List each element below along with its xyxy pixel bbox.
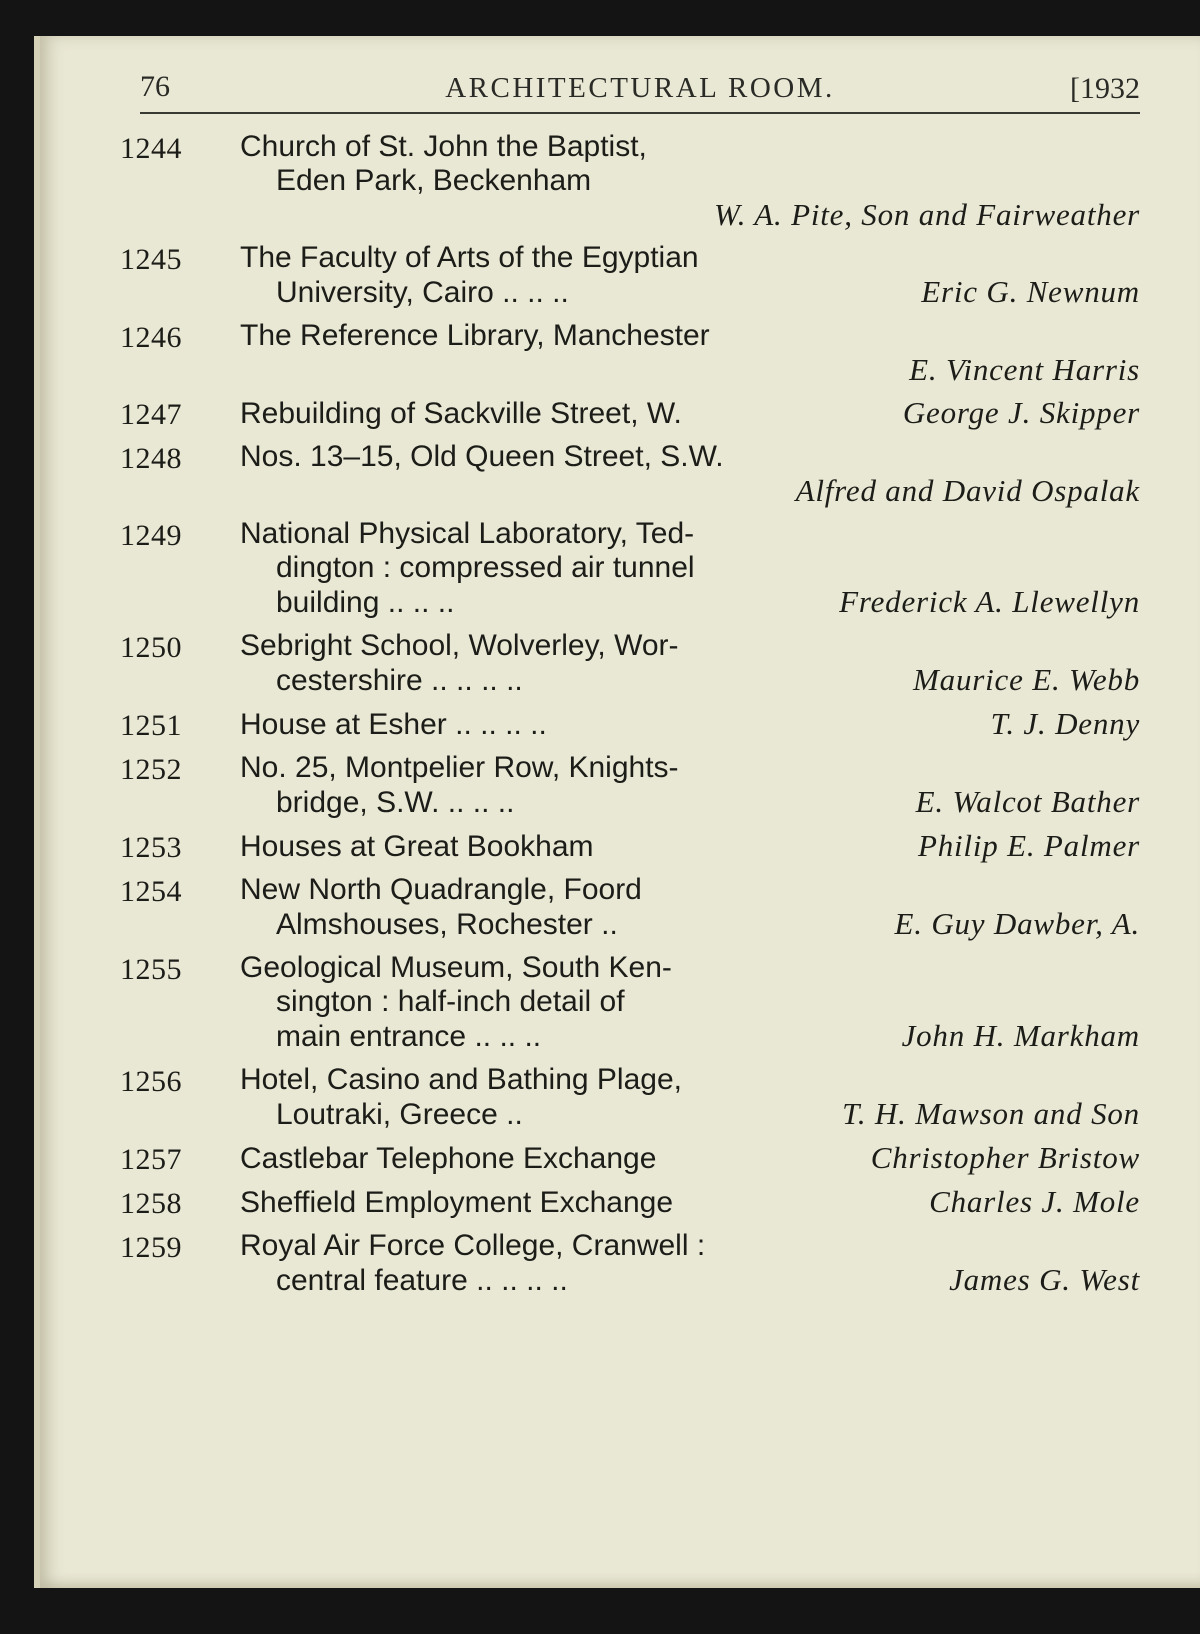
catalogue-entry: [120, 440, 1140, 508]
entry-title-line: House at Esher .. .. .. ..: [240, 708, 547, 741]
entry-number: 1256: [120, 1065, 182, 1098]
page-title: ARCHITECTURAL ROOM.: [445, 72, 835, 104]
catalogue-entry: [120, 130, 1140, 232]
catalogue-entry: [120, 1141, 1140, 1176]
entry-architect: E. Walcot Bather: [915, 784, 1140, 819]
entry-title-line: Sebright School, Wolverley, Wor-: [240, 629, 679, 662]
entry-architect: Maurice E. Webb: [913, 662, 1140, 697]
catalogue-entry: [120, 319, 1140, 387]
page-header: [140, 62, 1140, 112]
entry-architect: T. H. Mawson and Son: [842, 1096, 1140, 1131]
catalogue-entry: [120, 396, 1140, 431]
entry-number: 1247: [120, 398, 182, 431]
entry-architect: Eric G. Newnum: [921, 274, 1140, 309]
entry-title-line: Church of St. John the Baptist,: [240, 130, 647, 163]
entry-number: 1245: [120, 243, 182, 276]
entry-title-line: National Physical Laboratory, Ted-: [240, 517, 695, 550]
catalogue-entry: [120, 873, 1140, 942]
entry-number: 1244: [120, 132, 182, 165]
entry-title-line: Nos. 13–15, Old Queen Street, S.W.: [240, 440, 724, 473]
catalogue-entry: [120, 1229, 1140, 1298]
entry-number: 1250: [120, 631, 182, 664]
catalogue-entry: [120, 829, 1140, 864]
entry-architect: Charles J. Mole: [929, 1184, 1140, 1219]
entry-title-line: bridge, S.W. .. .. ..: [276, 786, 515, 819]
entry-architect: James G. West: [949, 1262, 1140, 1297]
entry-number: 1251: [120, 709, 182, 742]
entry-architect: E. Vincent Harris: [909, 352, 1140, 387]
entry-title-line: The Faculty of Arts of the Egyptian: [240, 241, 699, 274]
entry-architect: Philip E. Palmer: [917, 828, 1140, 863]
entry-title-line: Geological Museum, South Ken-: [240, 951, 672, 984]
catalogue-entry: [120, 629, 1140, 698]
entry-title-line: dington : compressed air tunnel: [276, 551, 695, 584]
entry-architect: T. J. Denny: [990, 706, 1140, 741]
catalogue-entry: [120, 1063, 1140, 1132]
entry-architect: Alfred and David Ospalak: [795, 473, 1140, 508]
catalogue-entry: [120, 1185, 1140, 1220]
entry-title-line: cestershire .. .. .. ..: [276, 664, 523, 697]
entry-list: [120, 130, 1140, 1307]
header-rule: [140, 112, 1140, 114]
entry-number: 1246: [120, 321, 182, 354]
entry-title-line: New North Quadrangle, Foord: [240, 873, 642, 906]
entry-title-line: Eden Park, Beckenham: [276, 164, 592, 197]
entry-architect: John H. Markham: [901, 1018, 1140, 1053]
entry-title-line: Sheffield Employment Exchange: [240, 1186, 674, 1219]
entry-number: 1255: [120, 953, 182, 986]
entry-number: 1258: [120, 1187, 182, 1220]
entry-architect: Christopher Bristow: [870, 1140, 1140, 1175]
entry-title-line: Castlebar Telephone Exchange: [240, 1142, 657, 1175]
entry-number: 1254: [120, 875, 182, 908]
entry-number: 1253: [120, 831, 182, 864]
entry-architect: E. Guy Dawber, A.: [894, 906, 1140, 941]
entry-architect: George J. Skipper: [902, 395, 1140, 430]
entry-title-line: sington : half-inch detail of: [276, 985, 625, 1018]
entry-number: 1257: [120, 1143, 182, 1176]
entry-title-line: Rebuilding of Sackville Street, W.: [240, 397, 682, 430]
entry-title-line: University, Cairo .. .. ..: [276, 276, 569, 309]
catalogue-entry: [120, 241, 1140, 310]
page-year: [1932: [1070, 72, 1140, 105]
entry-title-line: Houses at Great Bookham: [240, 830, 594, 863]
entry-number: 1259: [120, 1231, 182, 1264]
entry-title-line: No. 25, Montpelier Row, Knights-: [240, 751, 679, 784]
page-number: 76: [140, 70, 170, 103]
catalogue-entry: [120, 517, 1140, 620]
entry-number: 1252: [120, 753, 182, 786]
entry-title-line: Loutraki, Greece ..: [276, 1098, 523, 1131]
catalogue-entry: [120, 951, 1140, 1054]
catalogue-entry: [120, 707, 1140, 742]
entry-number: 1248: [120, 442, 182, 475]
entry-title-line: Hotel, Casino and Bathing Plage,: [240, 1063, 682, 1096]
entry-title-line: The Reference Library, Manchester: [240, 319, 710, 352]
entry-title-line: Royal Air Force College, Cranwell :: [240, 1229, 706, 1262]
entry-architect: W. A. Pite, Son and Fairweather: [713, 197, 1140, 232]
entry-architect: Frederick A. Llewellyn: [839, 584, 1140, 619]
entry-title-line: building .. .. ..: [276, 586, 455, 619]
catalogue-entry: [120, 751, 1140, 820]
entry-number: 1249: [120, 519, 182, 552]
entry-title-line: main entrance .. .. ..: [276, 1020, 542, 1053]
entry-title-line: Almshouses, Rochester ..: [276, 908, 618, 941]
entry-title-line: central feature .. .. .. ..: [276, 1264, 568, 1297]
